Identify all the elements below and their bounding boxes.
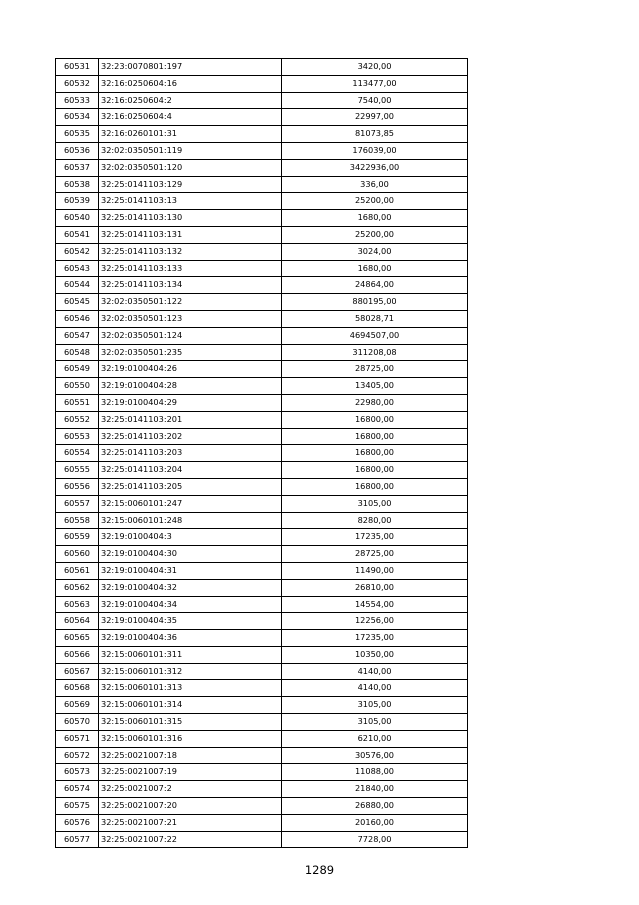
row-index-cell: 60532 (56, 75, 99, 92)
value-cell: 58028,71 (282, 310, 468, 327)
table-row (56, 378, 468, 395)
table-row (56, 478, 468, 495)
table-row (56, 680, 468, 697)
value-cell: 7728,00 (282, 831, 468, 848)
table-row (56, 462, 468, 479)
table-row (56, 546, 468, 563)
cadastral-number-cell: 32:19:0100404:32 (99, 579, 282, 596)
table-row (56, 327, 468, 344)
cadastral-number-cell: 32:25:0141103:129 (99, 176, 282, 193)
table-row (56, 646, 468, 663)
value-cell: 336,00 (282, 176, 468, 193)
cadastral-number-cell: 32:15:0060101:311 (99, 646, 282, 663)
cadastral-number-cell: 32:19:0100404:34 (99, 596, 282, 613)
table-row (56, 764, 468, 781)
cadastral-number-cell: 32:25:0141103:204 (99, 462, 282, 479)
cadastral-number-cell: 32:02:0350501:120 (99, 159, 282, 176)
value-cell: 1680,00 (282, 210, 468, 227)
row-index-cell: 60552 (56, 411, 99, 428)
value-cell: 25200,00 (282, 226, 468, 243)
cadastral-number-cell: 32:15:0060101:312 (99, 663, 282, 680)
cadastral-number-cell: 32:16:0250604:4 (99, 109, 282, 126)
cadastral-number-cell: 32:25:0021007:22 (99, 831, 282, 848)
table-row (56, 428, 468, 445)
row-index-cell: 60547 (56, 327, 99, 344)
row-index-cell: 60537 (56, 159, 99, 176)
cadastral-number-cell: 32:19:0100404:29 (99, 394, 282, 411)
table-row (56, 579, 468, 596)
row-index-cell: 60565 (56, 630, 99, 647)
value-cell: 311208,08 (282, 344, 468, 361)
row-index-cell: 60563 (56, 596, 99, 613)
table-row (56, 798, 468, 815)
row-index-cell: 60557 (56, 495, 99, 512)
cadastral-number-cell: 32:25:0021007:18 (99, 747, 282, 764)
value-cell: 4140,00 (282, 680, 468, 697)
cadastral-number-cell: 32:19:0100404:26 (99, 361, 282, 378)
value-cell: 10350,00 (282, 646, 468, 663)
table-row (56, 411, 468, 428)
value-cell: 24864,00 (282, 277, 468, 294)
row-index-cell: 60549 (56, 361, 99, 378)
cadastral-number-cell: 32:19:0100404:31 (99, 562, 282, 579)
row-index-cell: 60568 (56, 680, 99, 697)
cadastral-number-cell: 32:15:0060101:314 (99, 697, 282, 714)
row-index-cell: 60535 (56, 126, 99, 143)
table-row (56, 814, 468, 831)
row-index-cell: 60558 (56, 512, 99, 529)
row-index-cell: 60560 (56, 546, 99, 563)
row-index-cell: 60575 (56, 798, 99, 815)
value-cell: 3422936,00 (282, 159, 468, 176)
parcel-table-body (56, 59, 468, 848)
table-row (56, 361, 468, 378)
value-cell: 22997,00 (282, 109, 468, 126)
table-row (56, 310, 468, 327)
row-index-cell: 60538 (56, 176, 99, 193)
cadastral-number-cell: 32:19:0100404:36 (99, 630, 282, 647)
value-cell: 14554,00 (282, 596, 468, 613)
value-cell: 3105,00 (282, 714, 468, 731)
table-row (56, 126, 468, 143)
table-row (56, 495, 468, 512)
cadastral-number-cell: 32:25:0141103:13 (99, 193, 282, 210)
value-cell: 28725,00 (282, 361, 468, 378)
cadastral-number-cell: 32:25:0141103:133 (99, 260, 282, 277)
cadastral-number-cell: 32:25:0141103:131 (99, 226, 282, 243)
cadastral-number-cell: 32:25:0021007:21 (99, 814, 282, 831)
value-cell: 6210,00 (282, 730, 468, 747)
table-row (56, 159, 468, 176)
value-cell: 16800,00 (282, 411, 468, 428)
row-index-cell: 60544 (56, 277, 99, 294)
cadastral-number-cell: 32:15:0060101:316 (99, 730, 282, 747)
cadastral-number-cell: 32:15:0060101:313 (99, 680, 282, 697)
table-row (56, 277, 468, 294)
table-row (56, 142, 468, 159)
value-cell: 16800,00 (282, 445, 468, 462)
table-row (56, 747, 468, 764)
cadastral-number-cell: 32:25:0141103:202 (99, 428, 282, 445)
page-number: 1289 (304, 863, 335, 877)
table-row (56, 730, 468, 747)
value-cell: 3024,00 (282, 243, 468, 260)
value-cell: 21840,00 (282, 781, 468, 798)
value-cell: 16800,00 (282, 428, 468, 445)
table-row (56, 445, 468, 462)
row-index-cell: 60576 (56, 814, 99, 831)
row-index-cell: 60559 (56, 529, 99, 546)
row-index-cell: 60546 (56, 310, 99, 327)
table-row (56, 562, 468, 579)
value-cell: 26880,00 (282, 798, 468, 815)
table-row (56, 92, 468, 109)
table-row (56, 243, 468, 260)
row-index-cell: 60551 (56, 394, 99, 411)
table-row (56, 831, 468, 848)
cadastral-number-cell: 32:25:0021007:2 (99, 781, 282, 798)
table-row (56, 176, 468, 193)
table-row (56, 59, 468, 76)
cadastral-number-cell: 32:02:0350501:119 (99, 142, 282, 159)
value-cell: 22980,00 (282, 394, 468, 411)
cadastral-number-cell: 32:19:0100404:35 (99, 613, 282, 630)
row-index-cell: 60571 (56, 730, 99, 747)
table-row (56, 344, 468, 361)
row-index-cell: 60570 (56, 714, 99, 731)
value-cell: 12256,00 (282, 613, 468, 630)
table-row (56, 210, 468, 227)
cadastral-number-cell: 32:23:0070801:197 (99, 59, 282, 76)
cadastral-number-cell: 32:02:0350501:235 (99, 344, 282, 361)
cadastral-number-cell: 32:19:0100404:30 (99, 546, 282, 563)
cadastral-number-cell: 32:15:0060101:315 (99, 714, 282, 731)
cadastral-number-cell: 32:25:0141103:132 (99, 243, 282, 260)
value-cell: 4694507,00 (282, 327, 468, 344)
cadastral-number-cell: 32:19:0100404:3 (99, 529, 282, 546)
value-cell: 3420,00 (282, 59, 468, 76)
row-index-cell: 60533 (56, 92, 99, 109)
table-row (56, 294, 468, 311)
row-index-cell: 60545 (56, 294, 99, 311)
table-row (56, 630, 468, 647)
value-cell: 16800,00 (282, 462, 468, 479)
cadastral-number-cell: 32:16:0250604:16 (99, 75, 282, 92)
row-index-cell: 60536 (56, 142, 99, 159)
cadastral-number-cell: 32:25:0141103:134 (99, 277, 282, 294)
cadastral-number-cell: 32:16:0250604:2 (99, 92, 282, 109)
cadastral-number-cell: 32:19:0100404:28 (99, 378, 282, 395)
cadastral-number-cell: 32:02:0350501:123 (99, 310, 282, 327)
table-row (56, 781, 468, 798)
row-index-cell: 60555 (56, 462, 99, 479)
row-index-cell: 60567 (56, 663, 99, 680)
row-index-cell: 60531 (56, 59, 99, 76)
table-row (56, 394, 468, 411)
table-row (56, 663, 468, 680)
row-index-cell: 60543 (56, 260, 99, 277)
value-cell: 16800,00 (282, 478, 468, 495)
cadastral-number-cell: 32:25:0141103:205 (99, 478, 282, 495)
value-cell: 3105,00 (282, 697, 468, 714)
value-cell: 81073,85 (282, 126, 468, 143)
row-index-cell: 60554 (56, 445, 99, 462)
table-row (56, 226, 468, 243)
cadastral-number-cell: 32:25:0141103:203 (99, 445, 282, 462)
row-index-cell: 60561 (56, 562, 99, 579)
row-index-cell: 60540 (56, 210, 99, 227)
row-index-cell: 60548 (56, 344, 99, 361)
table-row (56, 260, 468, 277)
row-index-cell: 60564 (56, 613, 99, 630)
value-cell: 28725,00 (282, 546, 468, 563)
cadastral-number-cell: 32:15:0060101:248 (99, 512, 282, 529)
row-index-cell: 60553 (56, 428, 99, 445)
cadastral-number-cell: 32:02:0350501:122 (99, 294, 282, 311)
value-cell: 8280,00 (282, 512, 468, 529)
value-cell: 7540,00 (282, 92, 468, 109)
cadastral-number-cell: 32:15:0060101:247 (99, 495, 282, 512)
value-cell: 17235,00 (282, 630, 468, 647)
row-index-cell: 60577 (56, 831, 99, 848)
value-cell: 25200,00 (282, 193, 468, 210)
value-cell: 26810,00 (282, 579, 468, 596)
row-index-cell: 60569 (56, 697, 99, 714)
row-index-cell: 60562 (56, 579, 99, 596)
cadastral-number-cell: 32:02:0350501:124 (99, 327, 282, 344)
row-index-cell: 60534 (56, 109, 99, 126)
row-index-cell: 60556 (56, 478, 99, 495)
row-index-cell: 60542 (56, 243, 99, 260)
value-cell: 176039,00 (282, 142, 468, 159)
cadastral-number-cell: 32:25:0141103:130 (99, 210, 282, 227)
value-cell: 13405,00 (282, 378, 468, 395)
table-row (56, 193, 468, 210)
cadastral-number-cell: 32:25:0141103:201 (99, 411, 282, 428)
value-cell: 20160,00 (282, 814, 468, 831)
value-cell: 17235,00 (282, 529, 468, 546)
row-index-cell: 60541 (56, 226, 99, 243)
value-cell: 11088,00 (282, 764, 468, 781)
cadastral-number-cell: 32:25:0021007:20 (99, 798, 282, 815)
table-row (56, 714, 468, 731)
value-cell: 113477,00 (282, 75, 468, 92)
table-row (56, 529, 468, 546)
row-index-cell: 60566 (56, 646, 99, 663)
value-cell: 880195,00 (282, 294, 468, 311)
row-index-cell: 60550 (56, 378, 99, 395)
row-index-cell: 60539 (56, 193, 99, 210)
value-cell: 30576,00 (282, 747, 468, 764)
row-index-cell: 60574 (56, 781, 99, 798)
table-row (56, 697, 468, 714)
table-row (56, 596, 468, 613)
table-row (56, 109, 468, 126)
parcel-table (55, 58, 468, 848)
value-cell: 4140,00 (282, 663, 468, 680)
cadastral-number-cell: 32:25:0021007:19 (99, 764, 282, 781)
table-row (56, 512, 468, 529)
cadastral-number-cell: 32:16:0260101:31 (99, 126, 282, 143)
table-row (56, 75, 468, 92)
row-index-cell: 60573 (56, 764, 99, 781)
table-row (56, 613, 468, 630)
value-cell: 11490,00 (282, 562, 468, 579)
row-index-cell: 60572 (56, 747, 99, 764)
value-cell: 1680,00 (282, 260, 468, 277)
value-cell: 3105,00 (282, 495, 468, 512)
